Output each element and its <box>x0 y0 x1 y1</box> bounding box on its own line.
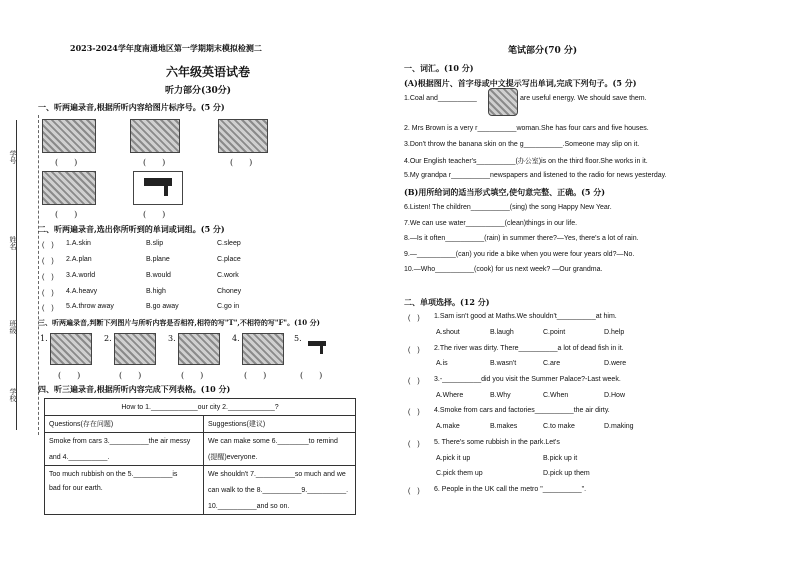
choice-a: 5.A.throw away <box>66 303 114 310</box>
left-section-2-heading: 二、听两遍录音,选出你所听到的单词或词组。(5 分) <box>38 224 225 234</box>
choice-a: 1.A.skin <box>66 240 91 247</box>
vocab-question-3: 3.Don't throw the banana skin on the g__________.Someone may slip on it. <box>404 141 640 148</box>
mc-option-d: D.pick up them <box>543 470 590 477</box>
choice-paren[interactable]: ( ) <box>42 274 54 281</box>
mc-paren[interactable]: ( ) <box>408 378 420 385</box>
choice-paren[interactable]: ( ) <box>42 290 54 297</box>
listening-title: 听力部分(30分) <box>165 86 232 96</box>
binding-class-label: 班级 <box>9 320 17 334</box>
answer-paren[interactable]: ( ) <box>119 371 142 380</box>
choice-c: C.go in <box>217 303 240 310</box>
mc-option-a: A.make <box>436 423 460 430</box>
answer-paren[interactable]: ( ) <box>58 371 81 380</box>
listening-picture-3 <box>218 119 268 153</box>
choice-c: Choney <box>217 288 242 295</box>
listening-table <box>44 398 356 515</box>
table-cell: Too much rubbish on the 5.__________is <box>45 466 204 483</box>
mc-option-c: C.to make <box>543 423 575 430</box>
table-cell: and 4.__________. <box>45 449 204 466</box>
faucet-icon <box>144 178 172 186</box>
table-cell: (提醒)everyone. <box>204 449 356 466</box>
writing-title: 笔试部分(70 分) <box>508 46 578 56</box>
answer-paren[interactable]: ( ) <box>300 371 323 380</box>
answer-paren[interactable]: ( ) <box>181 371 204 380</box>
mc-paren[interactable]: ( ) <box>408 315 420 322</box>
table-cell: We can make some 6.________to remind <box>204 433 356 450</box>
faucet-icon <box>308 341 326 346</box>
mc-option-a: A.is <box>436 360 448 367</box>
judge-picture-5 <box>304 333 330 363</box>
judge-picture-2 <box>114 333 156 365</box>
left-section-1-heading: 一、听两遍录音,根据所听内容给图片标序号。(5 分) <box>38 102 225 112</box>
mc-option-c: C.are <box>543 360 561 367</box>
exam-title: 2023-2024学年度南通地区第一学期期末模拟检测二 <box>70 43 262 53</box>
fill-question-8: 8.—Is it often__________(rain) in summer there?—Yes, there's a lot of rain. <box>404 235 639 242</box>
mc-option-b: B.pick up it <box>543 455 578 462</box>
mc-question: 5. There's some rubbish in the park.Let's <box>434 439 560 446</box>
picture-number: 4. <box>232 334 240 343</box>
judge-picture-3 <box>178 333 220 365</box>
judge-picture-4 <box>242 333 284 365</box>
fill-question-6: 6.Listen! The children__________(sing) the song Happy New Year. <box>404 204 612 211</box>
mc-paren[interactable]: ( ) <box>408 488 420 495</box>
mc-paren[interactable]: ( ) <box>408 347 420 354</box>
left-section-3-heading: 三、听两遍录音,判断下列图片与所听内容是否相符,相符的写"T",不相符的写"F"。(10 分) <box>38 318 320 327</box>
oil-barrel-picture <box>488 88 518 116</box>
binding-school-label: 学校 <box>9 388 17 402</box>
binding-name-label: 姓名 <box>9 236 17 250</box>
mc-option-b: B.laugh <box>490 329 514 336</box>
mc-option-c: C.pick them up <box>436 470 483 477</box>
mc-option-b: B.makes <box>490 423 518 430</box>
binding-fill-line <box>16 120 18 430</box>
vocab-question-4: 4.Our English teacher's__________(办公室)is on the third floor.She works in it. <box>404 158 648 165</box>
mc-question: 2.The river was dirty. There__________a lot of dead fish in it. <box>434 345 624 352</box>
sub-section-a-heading: (A)根据图片、首字母或中文提示写出单词,完成下列句子。(5 分) <box>404 78 637 88</box>
table-cell: 10.__________and so on. <box>204 498 356 515</box>
table-cell: can walk to the 8.__________9.__________. <box>204 482 356 498</box>
mc-option-a: A.Where <box>436 392 464 399</box>
mc-option-c: C.When <box>543 392 569 399</box>
mc-question: 1.Sam isn't good at Maths.We shouldn't__________at him. <box>434 313 617 320</box>
mc-question: 4.Smoke from cars and factories__________the air dirty. <box>434 407 610 414</box>
fill-question-10: 10.—Who__________(cook) for us next week? —Our grandma. <box>404 266 603 273</box>
table-header-suggestions: Suggestions(建议) <box>204 416 356 433</box>
answer-paren[interactable]: ( ) <box>55 210 78 219</box>
vocab-question-1-start: 1.Coal and__________ <box>404 95 477 102</box>
binding-number-label: 学号 <box>9 150 17 164</box>
right-section-1-heading: 一、词汇。(10 分) <box>404 63 474 73</box>
choice-c: C.work <box>217 272 239 279</box>
choice-c: C.place <box>217 256 241 263</box>
choice-b: B.slip <box>146 240 164 247</box>
sub-section-b-heading: (B)用所给词的适当形式填空,使句意完整、正确。(5 分) <box>404 187 606 197</box>
vocab-question-5: 5.My grandpa r__________newspapers and listened to the radio for news yesterday. <box>404 172 667 179</box>
answer-paren[interactable]: ( ) <box>143 210 166 219</box>
table-cell: We shouldn't 7.__________so much and we <box>204 466 356 483</box>
listening-picture-4 <box>42 171 96 205</box>
listening-picture-1 <box>42 119 96 153</box>
mc-question: 3.-__________did you visit the Summer Palace?-Last week. <box>434 376 621 383</box>
right-section-2-heading: 二、单项选择。(12 分) <box>404 297 490 307</box>
choice-paren[interactable]: ( ) <box>42 305 54 312</box>
mc-paren[interactable]: ( ) <box>408 441 420 448</box>
table-title: How to 1.____________our city 2.____________? <box>45 399 356 416</box>
picture-number: 5. <box>294 334 302 343</box>
mc-option-d: D.How <box>604 392 626 399</box>
mc-question: 6. People in the UK call the metro "__________". <box>434 486 587 493</box>
mc-option-c: C.point <box>543 329 566 336</box>
mc-option-a: A.shout <box>436 329 460 336</box>
grade-title: 六年级英语试卷 <box>166 65 251 79</box>
choice-a: 4.A.heavy <box>66 288 98 295</box>
table-cell: bad for our earth. <box>45 482 204 515</box>
mc-option-d: D.were <box>604 360 627 367</box>
mc-option-a: A.pick it up <box>436 455 471 462</box>
mc-option-b: B.Why <box>490 392 511 399</box>
answer-paren[interactable]: ( ) <box>143 158 166 167</box>
table-header-questions: Questions(存在问题) <box>45 416 204 433</box>
picture-number: 3. <box>168 334 176 343</box>
choice-b: B.would <box>146 272 171 279</box>
mc-option-d: D.making <box>604 423 634 430</box>
left-section-4-heading: 四、听三遍录音,根据所听内容完成下列表格。(10 分) <box>38 384 231 394</box>
listening-picture-5 <box>133 171 183 205</box>
mc-paren[interactable]: ( ) <box>408 409 420 416</box>
choice-b: B.go away <box>146 303 179 310</box>
vocab-question-1-end: are useful energy. We should save them. <box>520 95 647 102</box>
vocab-question-2: 2. Mrs Brown is a very r__________woman.She has four cars and five houses. <box>404 125 649 132</box>
fill-question-9: 9.—__________(can) you ride a bike when you were four years old?—No. <box>404 251 635 258</box>
picture-number: 2. <box>104 334 112 343</box>
choice-b: B.high <box>146 288 166 295</box>
mc-option-b: B.wasn't <box>490 360 517 367</box>
judge-picture-1 <box>50 333 92 365</box>
fill-question-7: 7.We can use water__________(clean)things in our life. <box>404 220 578 227</box>
answer-paren[interactable]: ( ) <box>230 158 253 167</box>
choice-paren[interactable]: ( ) <box>42 242 54 249</box>
choice-a: 3.A.world <box>66 272 96 279</box>
listening-picture-2 <box>130 119 180 153</box>
picture-number: 1. <box>40 334 48 343</box>
answer-paren[interactable]: ( ) <box>244 371 267 380</box>
table-cell: Smoke from cars 3.__________the air messy <box>45 433 204 450</box>
choice-paren[interactable]: ( ) <box>42 258 54 265</box>
mc-option-d: D.help <box>604 329 625 336</box>
choice-b: B.plane <box>146 256 170 263</box>
choice-c: C.sleep <box>217 240 241 247</box>
answer-paren[interactable]: ( ) <box>55 158 78 167</box>
choice-a: 2.A.plan <box>66 256 92 263</box>
